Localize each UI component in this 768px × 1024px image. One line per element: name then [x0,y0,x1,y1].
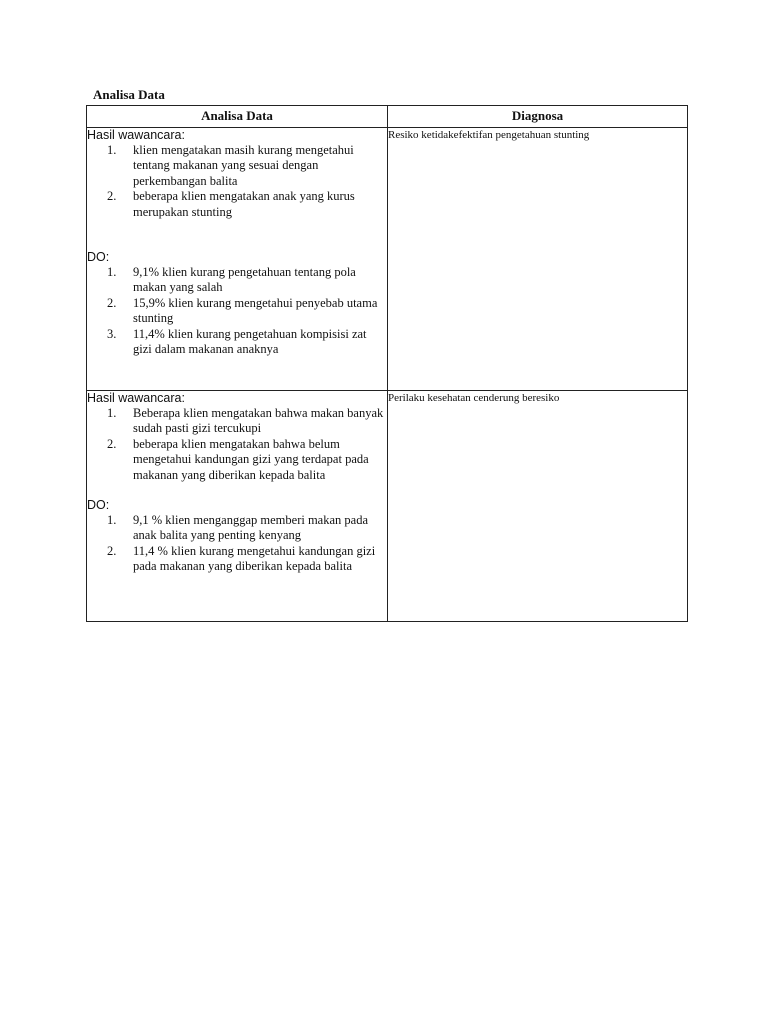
list-item: 2. beberapa klien mengatakan anak yang kurus merupakan stunting [107,189,355,219]
do-label: DO: [87,250,110,265]
do-list [87,265,387,357]
wawancara-label: Hasil wawancara: [87,128,185,142]
list-item: 1. Beberapa klien mengatakan bahwa makan banyak sudah pasti gizi tercukupi [107,406,384,436]
list-item: 2. 15,9% klien kurang mengetahui penyebab utama stunting [107,295,378,326]
diagnosa-cell [388,391,688,622]
list-item: 1. 9,1% klien kurang pengetahuan tentang pola makan yang salah [107,265,356,295]
analysis-table [86,105,688,622]
diagnosa-text: Perilaku kesehatan cenderung beresiko [388,392,560,404]
table-row [87,391,688,622]
analisa-cell [87,128,388,391]
diagnosa-text: Resiko ketidakefektifan pengetahuan stunting [388,129,590,141]
list-item: 3. 11,4% klien kurang pengetahuan kompisisi zat gizi dalam makanan anaknya [107,326,367,357]
wawancara-list [87,143,387,220]
wawancara-label: Hasil wawancara: [87,391,185,405]
table-row [87,128,688,391]
analisa-cell [87,391,388,622]
list-item: 1. klien mengatakan masih kurang mengetahui tentang makanan yang sesuai dengan perkembangan balita [107,143,354,188]
header-analisa-data: Analisa Data [87,106,388,128]
do-list [87,513,387,575]
list-item: 1. 9,1 % klien menganggap memberi makan pada anak balita yang penting kenyang [107,513,368,543]
header-diagnosa: Diagnosa [388,106,688,128]
table-header-row [87,106,688,128]
list-item: 2. 11,4 % klien kurang mengetahui kandungan gizi pada makanan yang diberikan kepada balita [107,543,376,574]
diagnosa-cell [388,128,688,391]
wawancara-list [87,406,387,483]
do-label: DO: [87,498,110,513]
list-item: 2. beberapa klien mengatakan bahwa belum mengetahui kandungan gizi yang terdapat pada makanan yang diberikan kepada balita [107,436,369,482]
document-title: Analisa Data [93,87,165,102]
